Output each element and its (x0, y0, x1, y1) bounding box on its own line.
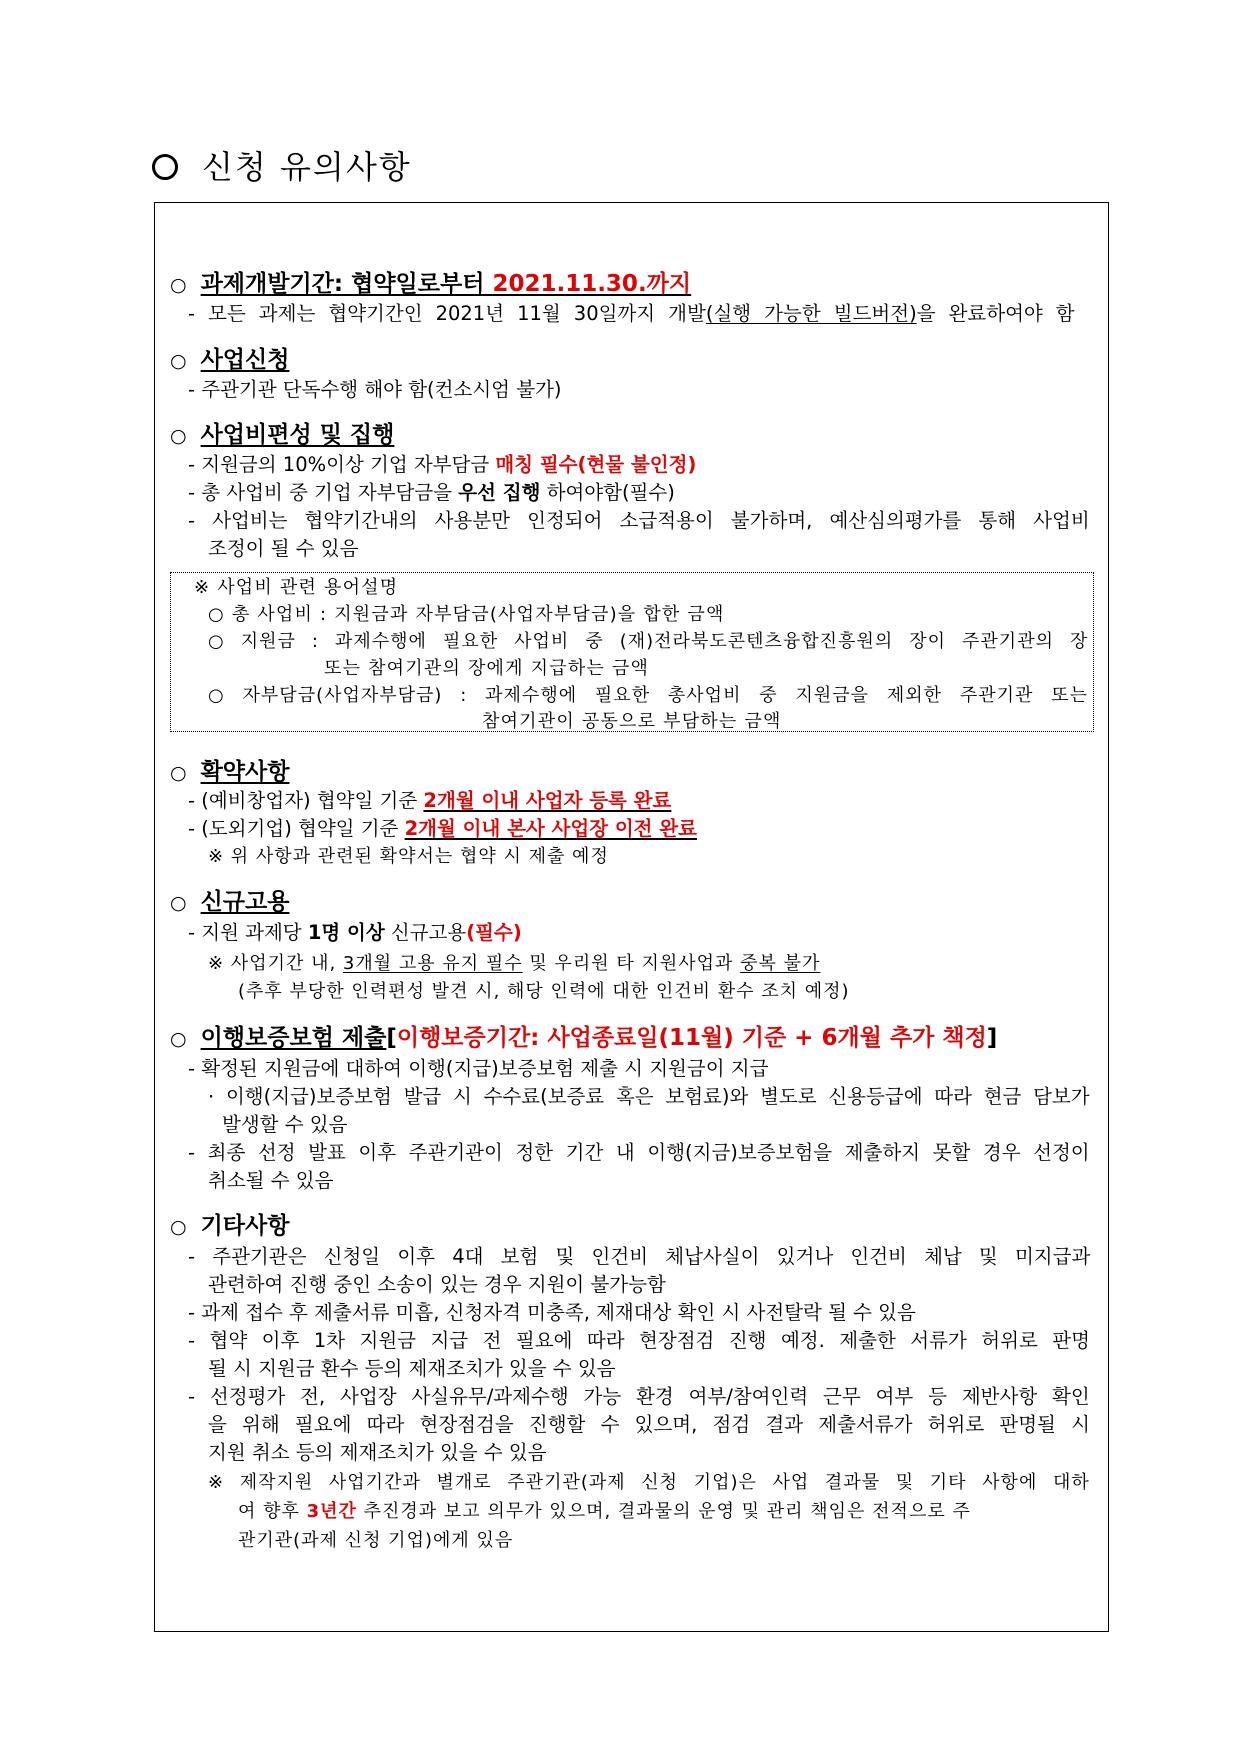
terms-self-funding: ○ 자부담금(사업자부담금) : 과제수행에 필요한 총사업비 중 지원금을 제외한 주관기관 또는 (208, 685, 1088, 706)
other-detail-3b: 될 시 지원금 환수 등의 제재조치가 있을 수 있음 (208, 1357, 616, 1380)
application-detail: - 주관기관 단독수행 해야 함(컨소시엄 불가) (188, 378, 562, 401)
page-title: 신청 유의사항 (202, 148, 412, 186)
hiring-detail: - 지원 과제당 1명 이상 신규고용(필수) (188, 921, 522, 944)
section-application-title: ○ 사업신청 (170, 347, 290, 373)
other-note-2: 여 향후 3년간 추진경과 보고 의무가 있으며, 결과물의 운영 및 관리 책임은 전적으로 주 (238, 1501, 971, 1522)
budget-detail-1: - 지원금의 10%이상 기업 자부담금 매칭 필수(현물 불인정) (188, 453, 697, 476)
section-guarantee-title: ○ 이행보증보험 제출[이행보증기간: 사업종료일(11월) 기준 + 6개월 추가 책정] (170, 1025, 998, 1051)
terms-total-budget: ○ 총 사업비 : 지원금과 자부담금(사업자부담금)을 합한 금액 (208, 604, 725, 625)
guarantee-detail-3: - 최종 선정 발표 이후 주관기관이 정한 기간 내 이행(지금)보증보험을 제출하지 못할 경우 선정이 (188, 1141, 1090, 1164)
commitment-note: ※ 위 사항과 관련된 확약서는 협약 시 제출 예정 (208, 846, 609, 867)
other-detail-1b: 관련하여 진행 중인 소송이 있는 경우 지원이 불가능함 (208, 1273, 666, 1296)
commitment-detail-1: - (예비창업자) 협약일 기준 2개월 이내 사업자 등록 완료 (188, 789, 672, 812)
terms-grant: ○ 지원금 : 과제수행에 필요한 사업비 중 (재)전라북도콘텐츠융합진흥원의 장이 주관기관의 장 (208, 631, 1089, 652)
budget-detail-2: - 총 사업비 중 기업 자부담금을 우선 집행 하여야함(필수) (188, 481, 675, 504)
section-dev-period-title: ○ 과제개발기간: 협약일로부터 2021.11.30.까지 (170, 271, 692, 297)
commitment-detail-2: - (도외기업) 협약일 기준 2개월 이내 본사 사업장 이전 완료 (188, 817, 697, 840)
terms-self-funding-cont: 참여기관이 공동으로 부담하는 금액 (482, 711, 782, 732)
terms-grant-cont: 또는 참여기관의 장에게 지급하는 금액 (324, 658, 650, 679)
guarantee-detail-2: · 이행(지급)보증보험 발급 시 수수료(보증료 혹은 보험료)와 별도로 신용등급에 따라 현금 담보가 (208, 1085, 1090, 1108)
other-detail-4: - 선정평가 전, 사업장 사실유무/과제수행 가능 환경 여부/참여인력 근무 여부 등 제반사항 확인 (188, 1385, 1090, 1408)
guarantee-detail-1: - 확정된 지원금에 대하여 이행(지급)보증보험 제출 시 지원금이 지급 (188, 1057, 769, 1080)
other-detail-3: - 협약 이후 1차 지원금 지급 전 필요에 따라 현장점검 진행 예정. 제출한 서류가 허위로 판명 (188, 1329, 1090, 1352)
circle-bullet-icon (152, 154, 178, 180)
guarantee-detail-3b: 취소될 수 있음 (208, 1169, 334, 1192)
other-note-1: ※ 제작지원 사업기간과 별개로 주관기관(과제 신청 기업)은 사업 결과물 및 기타 사항에 대하 (208, 1472, 1090, 1493)
terms-title: ※ 사업비 관련 용어설명 (194, 577, 399, 598)
other-note-3: 관기관(과제 신청 기업)에게 있음 (238, 1530, 514, 1551)
guarantee-detail-2b: 발생할 수 있음 (222, 1113, 348, 1136)
budget-detail-3: - 사업비는 협약기간내의 사용분만 인정되어 소급적용이 불가하며, 예산심의평가를 통해 사업비 (188, 509, 1090, 532)
page-heading (152, 142, 412, 188)
other-detail-4c: 지원 취소 등의 제재조치가 있을 수 있음 (208, 1441, 547, 1464)
other-detail-1: - 주관기관은 신청일 이후 4대 보험 및 인건비 체납사실이 있거나 인건비 체납 및 미지급과 (188, 1245, 1091, 1268)
hiring-note-1: ※ 사업기간 내, 3개월 고용 유지 필수 및 우리원 타 지원사업과 중복 불가 (208, 953, 821, 974)
section-commitment-title: ○ 확약사항 (170, 759, 290, 785)
section-other-title: ○ 기타사항 (170, 1213, 290, 1239)
other-detail-4b: 을 위해 필요에 따라 현장점검을 진행할 수 있으며, 점검 결과 제출서류가 허위로 판명될 시 (208, 1413, 1090, 1436)
hiring-note-2: (추후 부당한 인력편성 발견 시, 해당 인력에 대한 인건비 환수 조치 예정) (238, 981, 850, 1002)
other-detail-2: - 과제 접수 후 제출서류 미흡, 신청자격 미충족, 제재대상 확인 시 사전탈락 될 수 있음 (188, 1301, 916, 1324)
section-hiring-title: ○ 신규고용 (170, 889, 290, 915)
dev-period-detail: - 모든 과제는 협약기간인 2021년 11월 30일까지 개발(실행 가능한 빌드버전)을 완료하여야 함 (188, 302, 1075, 325)
section-budget-title: ○ 사업비편성 및 집행 (170, 422, 395, 448)
budget-detail-3b: 조정이 될 수 있음 (208, 537, 359, 560)
